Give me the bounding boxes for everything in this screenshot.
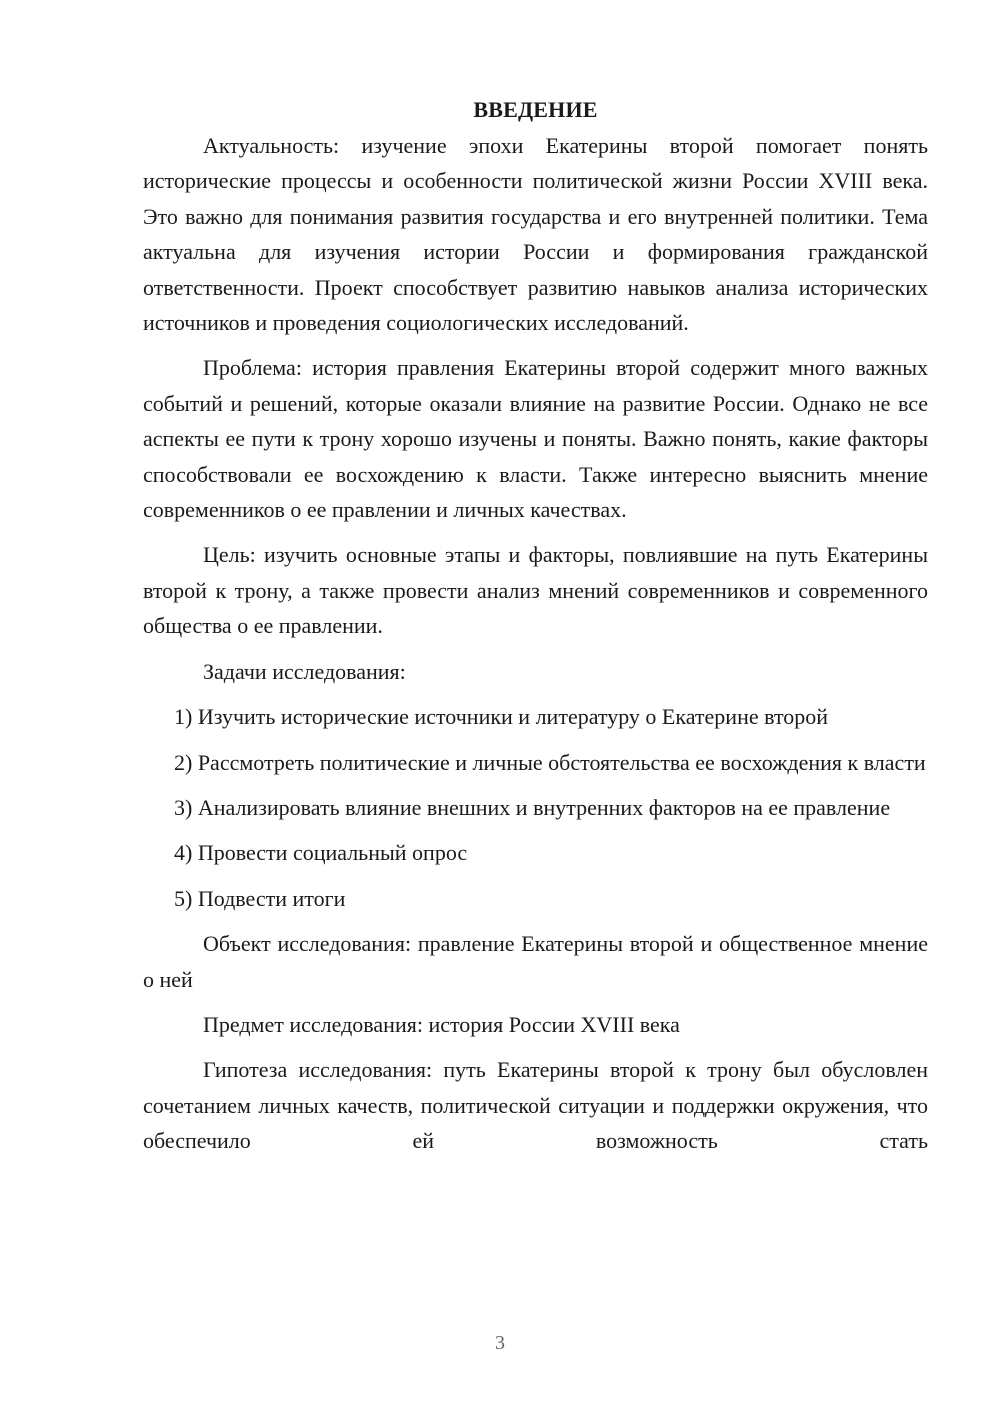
section-heading: ВВЕДЕНИЕ xyxy=(473,97,598,122)
paragraph-goal: Цель: изучить основные этапы и факторы, повлиявшие на путь Екатерины второй к трону, а также провести анализ мнений современников и современного общества о ее правлении. xyxy=(143,542,928,639)
task-item-1: 1) Изучить исторические источники и литературу о Екатерине второй xyxy=(174,704,829,730)
task-item-5: 5) Подвести итоги xyxy=(174,885,346,911)
tasks-heading: Задачи исследования: xyxy=(203,658,406,684)
paragraph-hypothesis: Гипотеза исследования: путь Екатерины второй к трону был обусловлен сочетанием личных качеств, политической ситуации и поддержки окружения, что обеспечило ей возможность стать xyxy=(143,1057,928,1154)
paragraph-object: Объект исследования: правление Екатерины второй и общественное мнение о ней xyxy=(143,931,928,992)
task-item-2: 2) Рассмотреть политические и личные обстоятельства ее восхождения к власти xyxy=(174,749,926,775)
task-item-3: 3) Анализировать влияние внешних и внутренних факторов на ее правление xyxy=(174,794,891,820)
document-page xyxy=(143,92,928,1169)
task-item-4: 4) Провести социальный опрос xyxy=(174,840,468,866)
paragraph-relevance: Актуальность: изучение эпохи Екатерины второй помогает понять исторические процессы и особенности политической жизни России XVIII века. Это важно для понимания развития государства и его внутренней политики. Тема актуальна для изучения истории России и формирования гражданской ответственности. Проект способствует развитию навыков анализа исторических источников и проведения социологических исследований. xyxy=(143,133,928,336)
paragraph-subject: Предмет исследования: история России XVIII века xyxy=(203,1011,680,1037)
paragraph-problem: Проблема: история правления Екатерины второй содержит много важных событий и решений, которые оказали влияние на развитие России. Однако не все аспекты ее пути к трону хорошо изучены и поняты. Важно понять, какие факторы способствовали ее восхождению к власти. Также интересно выяснить мнение современников о ее правлении и личных качествах. xyxy=(143,355,928,523)
page-number: 3 xyxy=(495,1332,505,1354)
